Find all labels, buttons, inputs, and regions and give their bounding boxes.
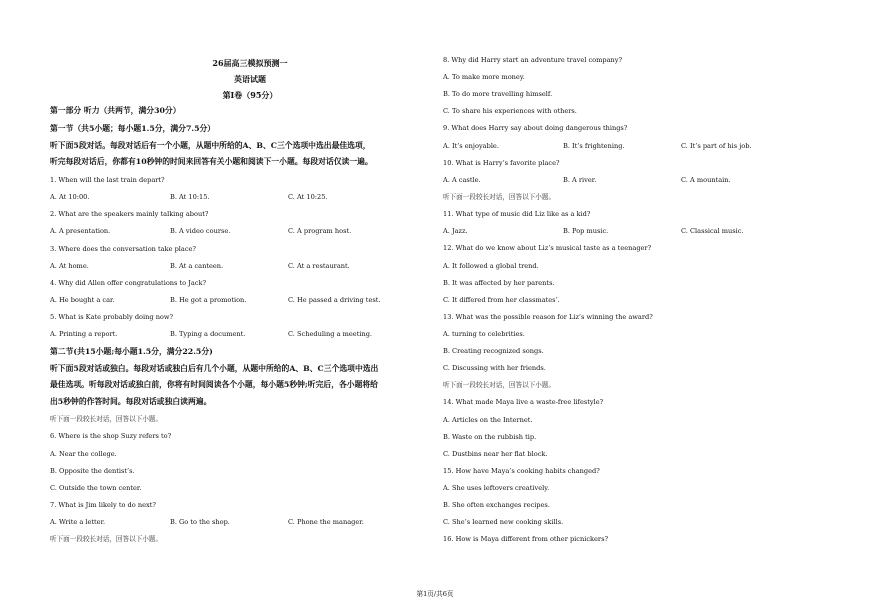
section1-instruction: 听完每段对话后，你都有10秒钟的时间来回答有关小题和阅读下一小题。每段对话仅读一遍。 <box>50 157 373 166</box>
option: C. A mountain. <box>681 176 731 184</box>
section2-instruction: 出5秒钟的作答时间。每段对话或独白读两遍。 <box>50 397 212 406</box>
option: B. He got a promotion. <box>170 296 247 304</box>
option: A. Jazz. <box>443 227 468 235</box>
option: C. Dustbins near her flat block. <box>443 450 548 458</box>
option: B. She often exchanges recipes. <box>443 501 550 509</box>
option: C. Phone the manager. <box>288 518 364 526</box>
section1-instruction: 听下面5段对话。每段对话后有一个小题，从题中所给的A、B、C三个选项中选出最佳选项， <box>50 141 371 150</box>
page-number: 第1页/共6页 <box>416 590 454 598</box>
option: B. A river. <box>563 176 597 184</box>
listening-note: 听下面一段较长对话，回答以下小题。 <box>443 381 556 389</box>
option: B. At 10:15. <box>170 193 210 201</box>
section2-instruction: 最佳选项。听每段对话或独白前，你将有时间阅读各个小题，每小题5秒钟;听完后，各小题将给 <box>50 380 378 389</box>
question-text: 1. When will the last train depart? <box>50 176 165 184</box>
listening-note: 听下面一段较长对话，回答以下小题。 <box>50 535 163 543</box>
option: A. A presentation. <box>50 227 111 235</box>
question-text: 10. What is Harry’s favorite place? <box>443 159 560 167</box>
option: A. He bought a car. <box>50 296 115 304</box>
option: C. Outside the town center. <box>50 484 142 492</box>
option: C. Discussing with her friends. <box>443 364 546 372</box>
exam-subject: 英语试题 <box>234 74 266 84</box>
option: A. She uses leftovers creatively. <box>443 484 550 492</box>
option: B. It’s frightening. <box>563 142 625 150</box>
option: A. Near the college. <box>50 450 117 458</box>
section1-title: 第一节（共5小题；每小题1.5分，满分7.5分） <box>50 124 216 133</box>
question-text: 3. Where does the conversation take place? <box>50 245 196 253</box>
option: B. Waste on the rubbish tip. <box>443 433 537 441</box>
section2-instruction: 听下面5段对话或独白。每段对话或独白后有几个小题，从题中所给的A、B、C三个选项中选出 <box>50 364 379 373</box>
option: C. She’s learned new cooking skills. <box>443 518 564 526</box>
option: A. At home. <box>50 262 89 270</box>
question-text: 16. How is Maya different from other picnickers? <box>443 535 608 543</box>
option: B. Go to the shop. <box>170 518 230 526</box>
question-text: 7. What is Jim likely to do next? <box>50 501 156 509</box>
question-text: 6. Where is the shop Suzy refers to? <box>50 432 172 440</box>
exam-title: 26届高三模拟预测一 <box>212 58 288 68</box>
option: C. He passed a driving test. <box>288 296 381 304</box>
option: A. Write a letter. <box>50 518 106 526</box>
question-text: 8. Why did Harry start an adventure travel company? <box>443 56 623 64</box>
question-text: 15. How have Maya’s cooking habits changed? <box>443 467 600 475</box>
option: A. Printing a report. <box>50 330 118 338</box>
option: B. It was affected by her parents. <box>443 279 555 287</box>
question-text: 5. What is Kate probably doing now? <box>50 313 174 321</box>
option: B. Typing a document. <box>170 330 246 338</box>
part1-title: 第一部分 听力（共两节，满分30分） <box>50 106 181 115</box>
option: C. It differed from her classmates’. <box>443 296 560 304</box>
option: C. Scheduling a meeting. <box>288 330 373 338</box>
option: B. Pop music. <box>563 227 609 235</box>
listening-note: 听下面一段较长对话，回答以下小题。 <box>50 415 163 423</box>
option: A. turning to celebrities. <box>443 330 525 338</box>
option: C. At 10:25. <box>288 193 328 201</box>
question-text: 14. What made Maya live a waste-free lifestyle? <box>443 398 604 406</box>
option: B. At a canteen. <box>170 262 224 270</box>
option: A. At 10:00. <box>50 193 90 201</box>
section2-title: 第二节(共15小题;每小题1.5分，满分22.5分) <box>50 347 213 356</box>
option: C. Classical music. <box>681 227 744 235</box>
option: B. A video course. <box>170 227 231 235</box>
question-text: 9. What does Harry say about doing dangerous things? <box>443 124 628 132</box>
question-text: 2. What are the speakers mainly talking about? <box>50 210 209 218</box>
option: A. To make more money. <box>443 73 525 81</box>
option: C. It’s part of his job. <box>681 142 752 150</box>
volume-title: 第I卷（95分） <box>222 90 278 100</box>
question-text: 4. Why did Allen offer congratulations to Jack? <box>50 279 207 287</box>
option: A. Articles on the Internet. <box>443 416 533 424</box>
option: A. It’s enjoyable. <box>443 142 499 150</box>
option: B. To do more travelling himself. <box>443 90 553 98</box>
option: C. At a restaurant. <box>288 262 350 270</box>
option: A. It followed a global trend. <box>443 262 539 270</box>
option: C. A program host. <box>288 227 352 235</box>
question-text: 12. What do we know about Liz’s musical taste as a teenager? <box>443 244 652 252</box>
listening-note: 听下面一段较长对话，回答以下小题。 <box>443 193 556 201</box>
option: B. Opposite the dentist’s. <box>50 467 135 475</box>
option: C. To share his experiences with others. <box>443 107 577 115</box>
question-text: 13. What was the possible reason for Liz’s winning the award? <box>443 313 653 321</box>
question-text: 11. What type of music did Liz like as a kid? <box>443 210 591 218</box>
option: B. Creating recognized songs. <box>443 347 544 355</box>
option: A. A castle. <box>443 176 481 184</box>
